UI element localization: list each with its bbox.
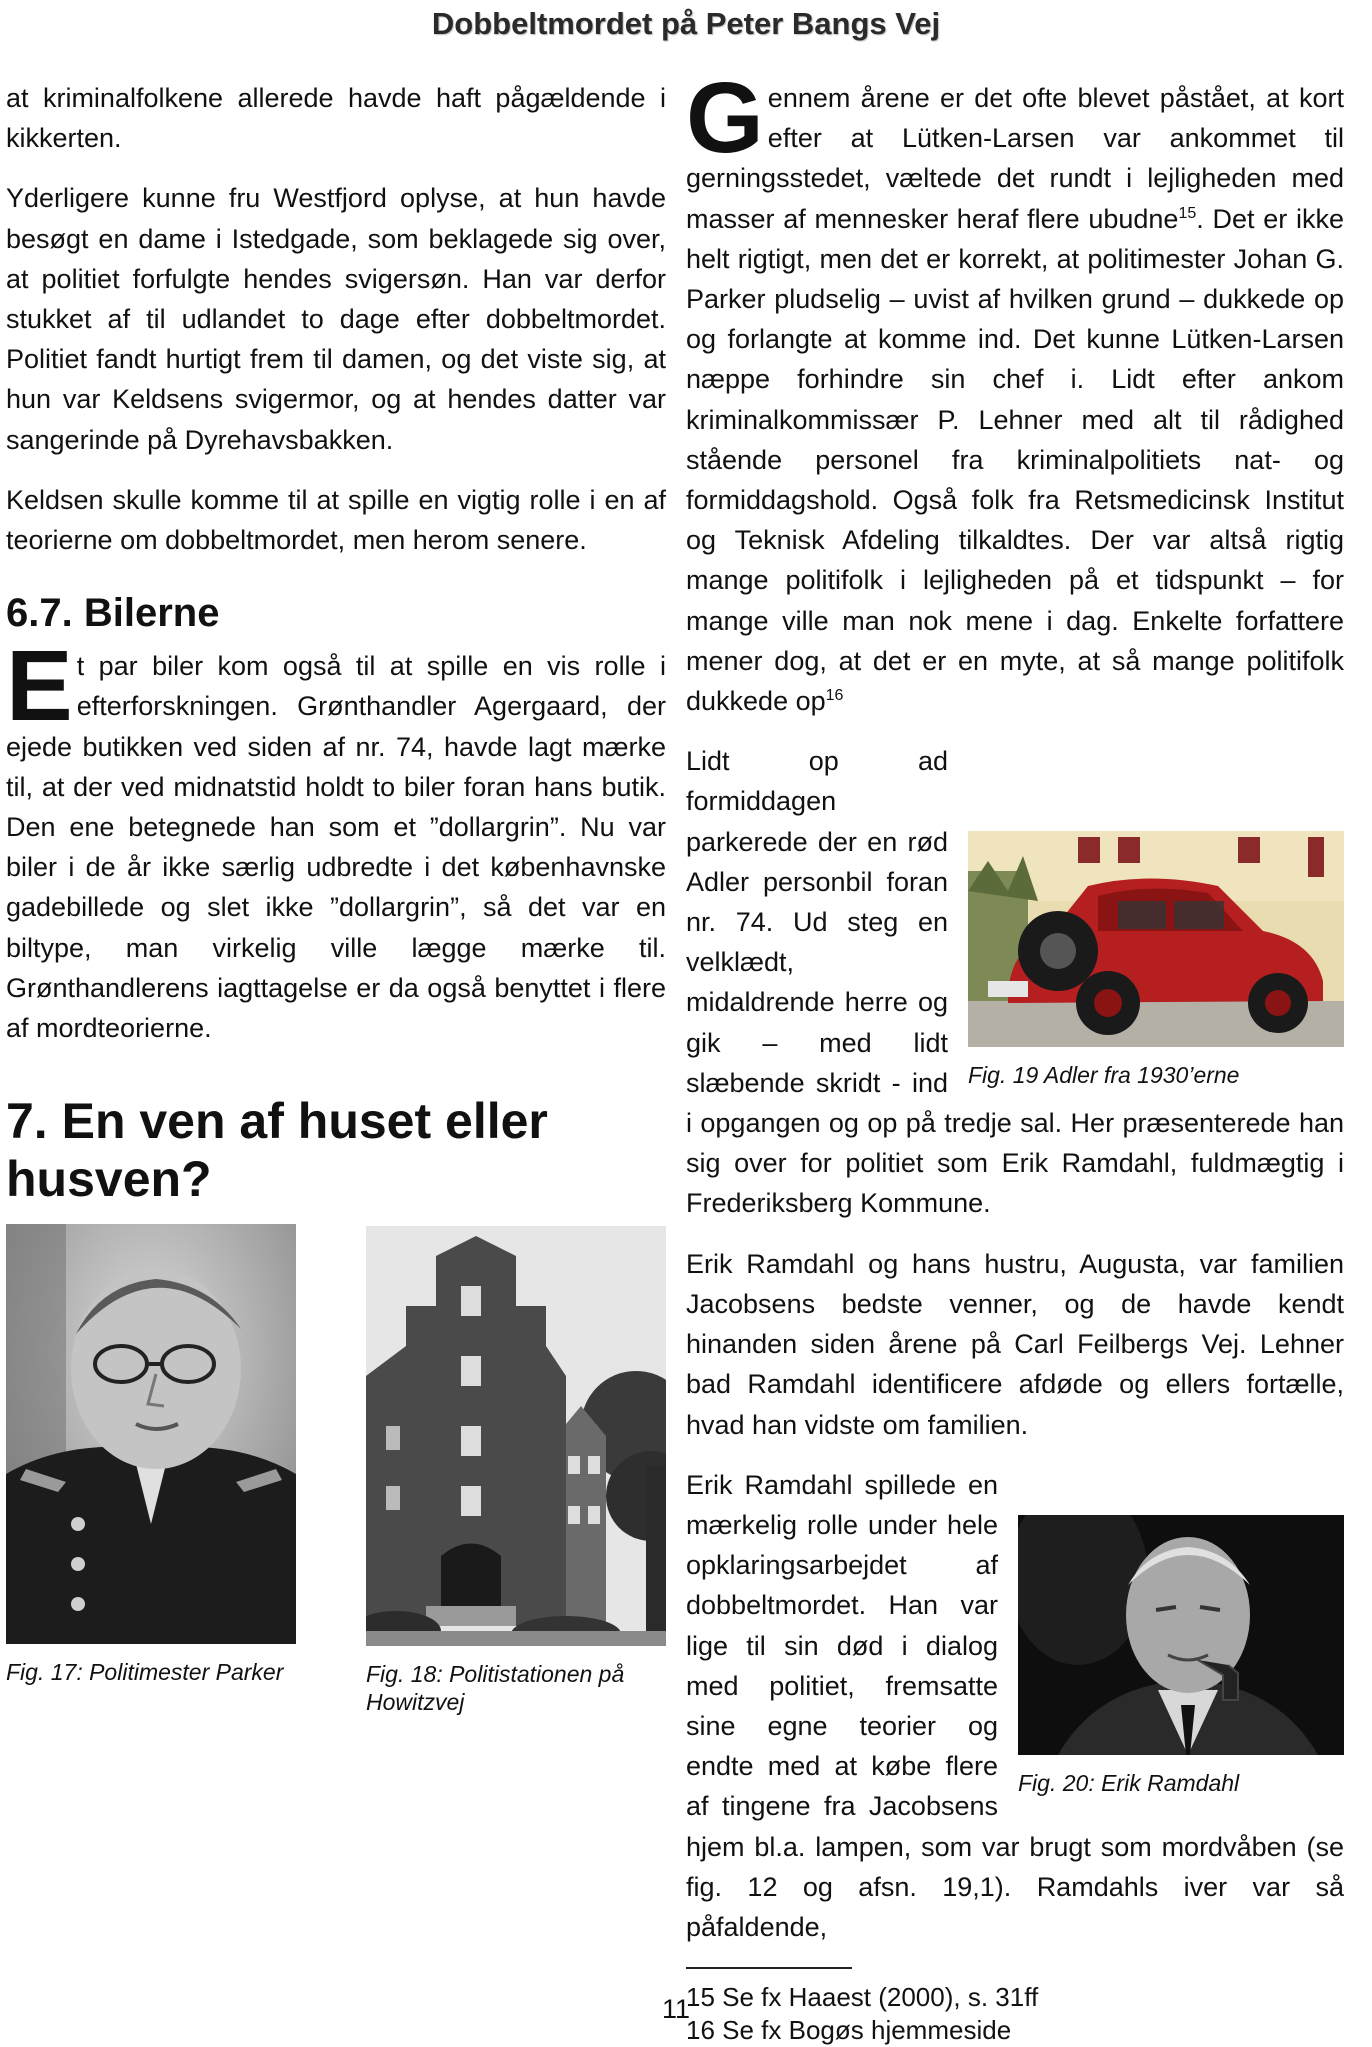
running-header: Dobbeltmordet på Peter Bangs Vej (431, 6, 941, 41)
erik-ramdahl-photo (1018, 1515, 1344, 1755)
figure-20 (1018, 1515, 1344, 1797)
paragraph-text: ennem årene er det ofte blevet påstået, at kort efter at Lütken-Larsen var ankommet til gerningsstedet, væltede det rundt i lejligheden med masser af mennesker heraf flere ubudne (686, 83, 1344, 234)
page-number: 11 (661, 1994, 691, 2024)
drop-cap: G (686, 62, 764, 174)
paragraph-text: . Det er ikke helt rigtigt, men det er korrekt, at politimester Johan G. Parker pludselig – uvist af hvilken grund – dukkede op og forlangte at komme ind. Det kunne Lütken-Larsen næppe forhindre sin chef i. Lidt efter ankom kriminalkommissær P. Lehner med alt til rådighed stående personel fra kriminalpolitiets nat- og formiddagshold. Også folk fra Retsmedicinsk Institut og Teknisk Afdeling tilkaldtes. Der var altså rigtig mange politifolk i lejligheden på et tidspunkt – for mange ville man nok mene i dag. Enkelte forfattere mener dog, at det er en myte, at så mange politifolk dukkede op (686, 203, 1345, 717)
section-heading-bilerne: 6.7. Bilerne (6, 591, 220, 636)
red-car-photo (968, 831, 1344, 1047)
footnote-divider (686, 1967, 852, 1969)
figure-19 (968, 831, 1344, 1089)
chapter-heading: 7. En ven af huset eller husven? (6, 1093, 548, 1208)
paragraph-bilerne (6, 630, 666, 1048)
paragraph: Keldsen skulle komme til at spille en vigtig rolle i en af teorierne om dobbeltmordet, men herom senere. (6, 484, 666, 556)
paragraph-text: Erik Ramdahl spillede en mærkelig rolle under hele opklaringsarbejdet af dobbeltmordet. Han var lige til sin død i dialog med politiet, fremsatte sine egne teorier og endte med at købe flere af tingene fra Jacobsens hjem bl.a. lampen, som var brugt som mordvåben (se fig. 12 og afsn. 19,1). Ramdahls iver var så påfaldende, (686, 1469, 1344, 1942)
figure-20-caption: Fig. 20: Erik Ramdahl (1018, 1769, 1240, 1796)
footnote-15: 15 Se fx Haaest (2000), s. 31ff (686, 1982, 1039, 2013)
paragraph: at kriminalfolkene allerede havde haft pågældende i kikkerten. (6, 83, 666, 154)
figure-18-caption: Fig. 18: Politistationen på Howitzvej (366, 1661, 625, 1716)
right-column (686, 62, 1345, 2047)
paragraph-ramdahl (686, 1465, 1344, 1947)
figure-18 (366, 1226, 666, 1716)
figure-19-caption: Fig. 19 Adler fra 1930’erne (968, 1062, 1240, 1089)
paragraph-intro (686, 62, 1345, 721)
figure-17 (6, 1224, 296, 1716)
paragraph-text: Lidt op ad formiddagen parkerede der en rød Adler personbil foran nr. 74. Ud steg en velklædt, midaldrende herre og gik – med lidt slæbende skridt - ind i opgangen og op på tredje sal. Her præsenterede han sig over for politiet som Erik Ramdahl, fuldmægtig i Frederiksberg Kommune. (686, 746, 1344, 1219)
paragraph-adler (686, 741, 1344, 1223)
figure-row (6, 1224, 666, 1716)
paragraph: Erik Ramdahl og hans hustru, Augusta, var familien Jacobsens bedste venner, og de havde kendt hinanden siden årene på Carl Feilbergs Vej. Lehner bad Ramdahl identificere afdøde og ellers fortælle, hvad han vidste om familien. (686, 1248, 1344, 1440)
footnote-ref-16[interactable]: 16 (825, 687, 844, 705)
police-station-photo (366, 1226, 666, 1646)
left-column (6, 78, 666, 1716)
drop-cap: E (6, 630, 73, 743)
footnote-16: 16 Se fx Bogøs hjemmeside (686, 2015, 1012, 2046)
paragraph-text: t par biler kom også til at spille en vis rolle i efterforskningen. Grønthandler Agergaard, der ejede butikken ved siden af nr. 74, havde lagt mærke til, at der ved midnatstid holdt to biler foran hans butik. Den ene betegnede han som et ”dollargrin”. Nu var biler i de år ikke særlig udbredte i det københavnske gadebillede og slet ikke ”dollargrin”, så det var en biltype, man virkelig ville lægge mærke til. Grønthandlerens iagttagelse er da også benyttet i flere af mordteorierne. (6, 651, 666, 1044)
figure-17-caption: Fig. 17: Politimester Parker (6, 1659, 284, 1686)
police-chief-photo (6, 1224, 296, 1644)
footnote-ref-15[interactable]: 15 (1178, 204, 1197, 222)
paragraph: Yderligere kunne fru Westfjord oplyse, at hun havde besøgt en dame i Istedgade, som beklagede sig over, at politiet forfulgte hendes svigersøn. Han var derfor stukket af til udlandet to dage efter dobbeltmordet. Politiet fandt hurtigt frem til damen, og det viste sig, at hun var Keldsens svigermor, og at hendes datter var sangerinde på Dyrehavsbakken. (6, 183, 666, 455)
